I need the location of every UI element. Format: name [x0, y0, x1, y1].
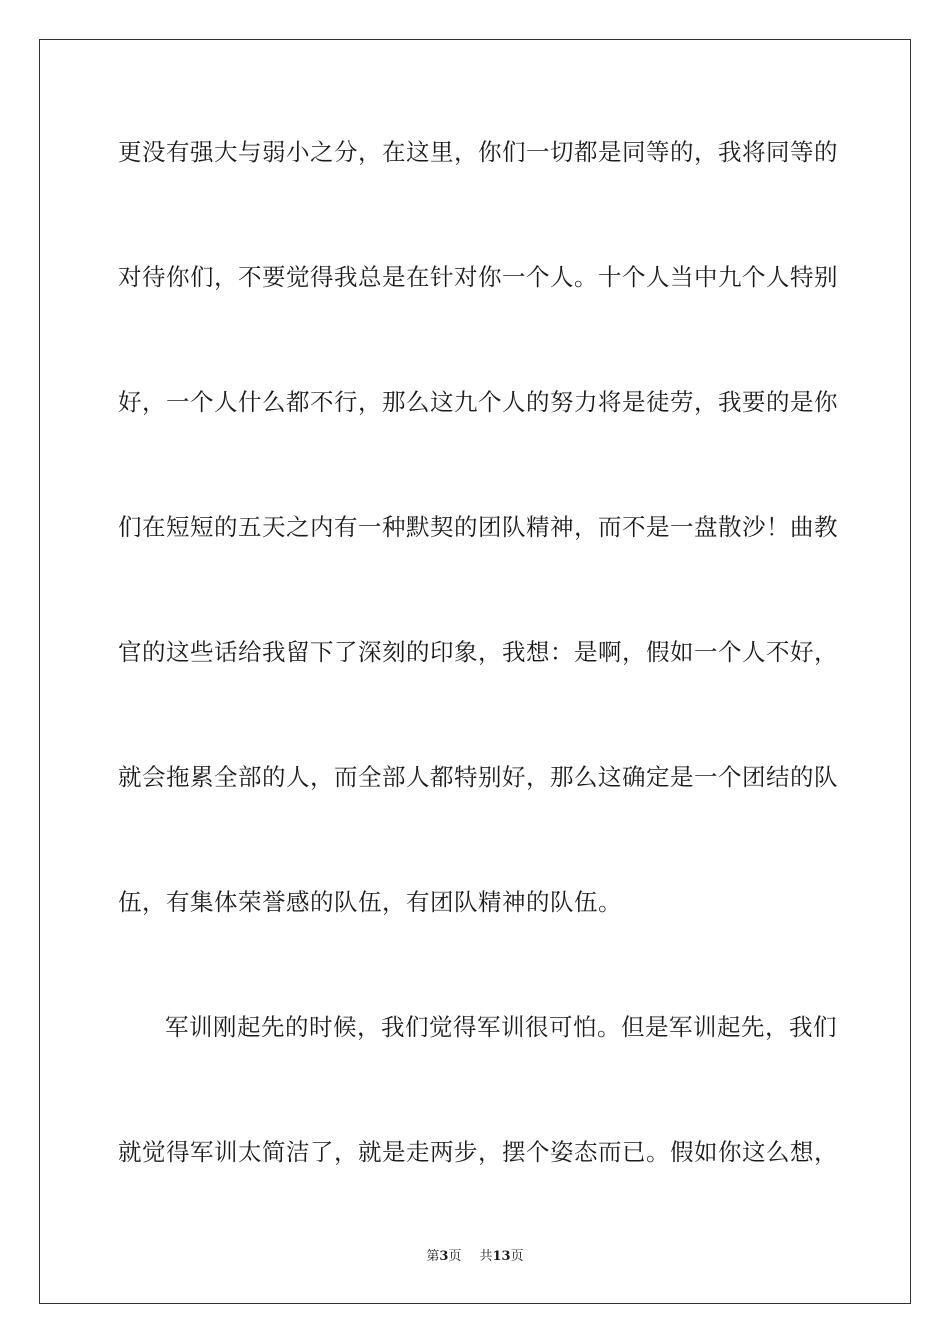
body-line-6: 就会拖累全部的人，而全部人都特别好，那么这确定是一个团结的队 [118, 763, 838, 791]
body-line-2: 对待你们，不要觉得我总是在针对你一个人。十个人当中九个人特别 [118, 263, 838, 291]
body-line-5: 官的这些话给我留下了深刻的印象，我想：是啊，假如一个人不好， [118, 638, 838, 666]
page-border [39, 39, 911, 1304]
body-line-7: 伍，有集体荣誉感的队伍，有团队精神的队伍。 [118, 888, 622, 916]
footer-page-suffix: 页 [448, 1249, 462, 1264]
footer-page-number: 3 [439, 1249, 449, 1264]
page-footer [0, 1248, 950, 1266]
footer-total-suffix: 页 [510, 1249, 524, 1264]
body-line-4: 们在短短的五天之内有一种默契的团队精神，而不是一盘散沙！曲教 [118, 513, 838, 541]
footer-total-pages: 13 [492, 1249, 511, 1264]
footer-total-prefix: 共 [479, 1249, 493, 1264]
body-line-1: 更没有强大与弱小之分，在这里，你们一切都是同等的，我将同等的 [118, 138, 838, 166]
body-line-3: 好，一个人什么都不行，那么这九个人的努力将是徒劳，我要的是你 [118, 388, 838, 416]
footer-page-prefix: 第 [426, 1249, 440, 1264]
body-line-8: 军训刚起先的时候，我们觉得军训很可怕。但是军训起先，我们 [165, 1013, 837, 1041]
body-line-9: 就觉得军训太简洁了，就是走两步，摆个姿态而已。假如你这么想， [118, 1138, 838, 1166]
